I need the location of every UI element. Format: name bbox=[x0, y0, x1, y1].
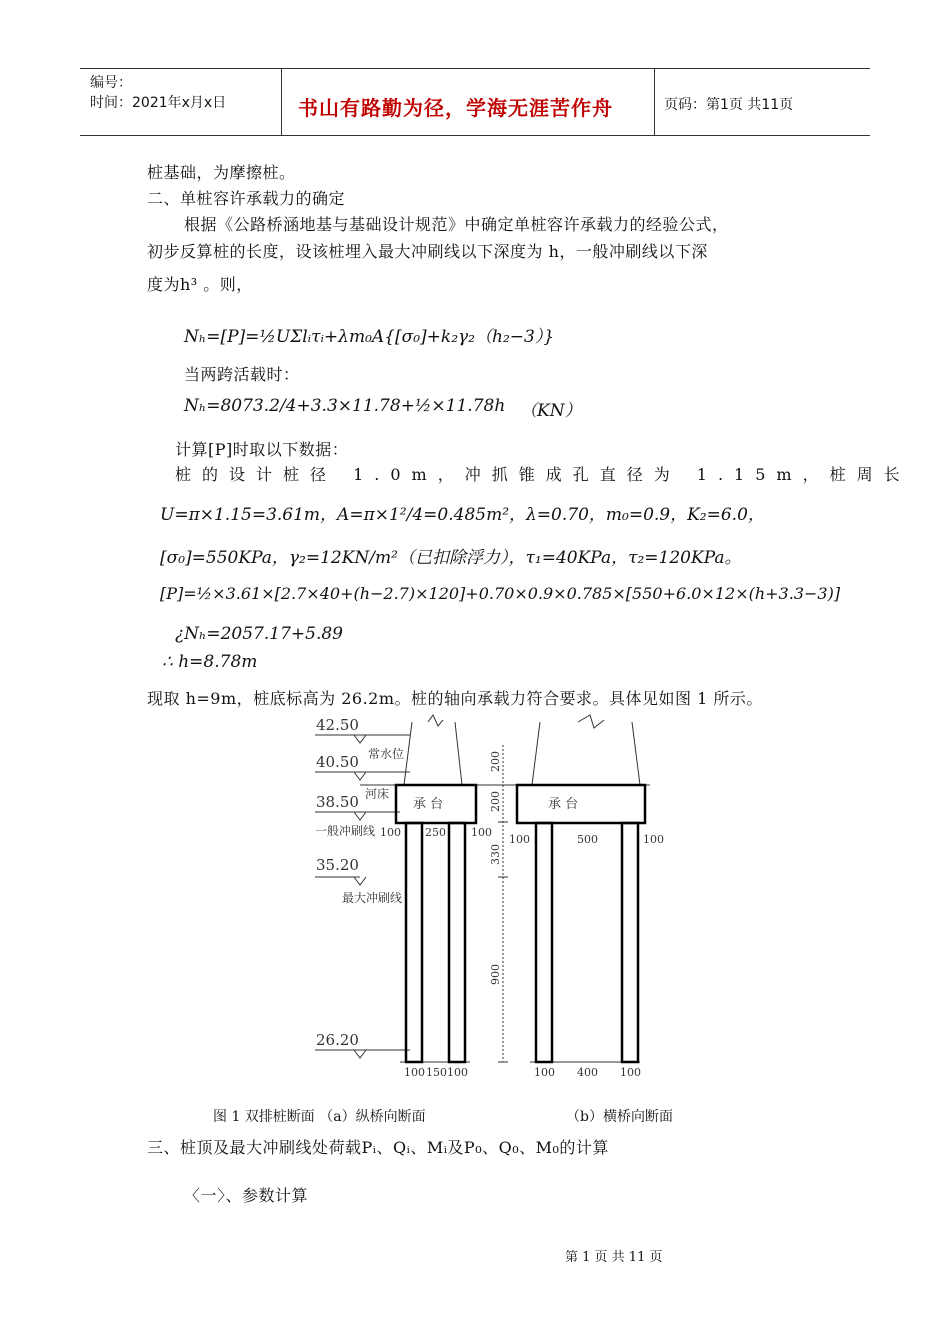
section3-title: 三、桩顶及最大冲刷线处荷载Pᵢ、Qᵢ、Mᵢ及P₀、Q₀、M₀的计算 bbox=[147, 1138, 609, 1157]
dim-a-top-left: 100 bbox=[380, 826, 401, 839]
para1-line1: 根据《公路桥涵地基与基础设计规范》中确定单桩容许承载力的经验公式， bbox=[184, 215, 729, 234]
formula-3: [P]=½×3.61×[2.7×40+(h−2.7)×120]+0.70×0.9×0.785×[550+6.0×12×(h+3.3−3)] bbox=[160, 584, 841, 603]
label-riverbed: 河床 bbox=[365, 787, 390, 801]
label-max-scour: 最大冲刷线 bbox=[342, 891, 403, 905]
elev-26-20: 26.20 bbox=[316, 1031, 359, 1049]
dim-b-top-mid: 500 bbox=[577, 833, 598, 846]
formula-2-unit: （KN） bbox=[520, 401, 582, 421]
dim-vertical-200-lower: 200 bbox=[489, 791, 502, 812]
dim-vertical-330: 330 bbox=[489, 844, 502, 865]
formula-4: ¿Nₕ=2057.17+5.89 bbox=[175, 624, 343, 644]
cap-label-b: 承 台 bbox=[548, 797, 579, 812]
dim-vertical-900: 900 bbox=[489, 964, 502, 985]
label-normal-water: 常水位 bbox=[368, 747, 405, 761]
header-motto: 书山有路勤为径，学海无涯苦作舟 bbox=[298, 96, 613, 120]
formula-2: Nₕ=8073.2/4+3.3×11.78+½×11.78h bbox=[184, 396, 506, 416]
dim-a-top-right: 100 bbox=[471, 826, 492, 839]
elev-38-50: 38.50 bbox=[316, 793, 359, 811]
dim-b-top-left: 100 bbox=[509, 833, 530, 846]
header-divider-right bbox=[654, 68, 655, 136]
figure-caption-b: （b）横桥向断面 bbox=[566, 1109, 673, 1125]
elev-35-20: 35.20 bbox=[316, 856, 359, 874]
dim-a-bottom-left: 100 bbox=[404, 1066, 425, 1079]
subsection-1: 〈一〉、参数计算 bbox=[184, 1186, 309, 1205]
label-general-scour: 一般冲刷线 bbox=[315, 824, 376, 838]
header-time-label: 时间：2021年x月x日 bbox=[90, 95, 227, 111]
header-top-rule bbox=[80, 68, 870, 69]
params-line1: 桩的设计桩径 1.0m，冲抓锥成孔直径为 1.15m，桩周长 bbox=[175, 465, 911, 484]
calc-intro: 计算[P]时取以下数据： bbox=[175, 440, 349, 459]
header-number-label: 编号： bbox=[90, 75, 132, 91]
footer-page-number: 第 1 页 共 11 页 bbox=[565, 1250, 663, 1265]
elev-40-50: 40.50 bbox=[316, 753, 359, 771]
params-line2: U=π×1.15=3.61m，A=π×1²/4=0.485m²，λ=0.70，m₀=0.9，K₂=6.0， bbox=[160, 505, 765, 525]
dim-b-bottom-right: 100 bbox=[620, 1066, 641, 1079]
when-two-spans-label: 当两跨活载时： bbox=[184, 365, 300, 384]
formula-1: Nₕ=[P]=½UΣlᵢτᵢ+λm₀A{[σ₀]+k₂γ₂（h₂−3）} bbox=[184, 327, 555, 347]
cap-label-a: 承 台 bbox=[413, 797, 444, 812]
formula-5: ∴ h=8.78m bbox=[162, 652, 258, 672]
dim-a-top-mid: 250 bbox=[425, 826, 446, 839]
header-divider-left bbox=[281, 68, 282, 136]
header-bottom-rule bbox=[80, 135, 870, 136]
dim-b-top-right: 100 bbox=[643, 833, 664, 846]
dim-a-bottom-right: 100 bbox=[447, 1066, 468, 1079]
dim-b-bottom-mid: 400 bbox=[577, 1066, 598, 1079]
header-page-label: 页码：第1页 共11页 bbox=[664, 97, 794, 113]
para1-line3: 度为h³ 。则， bbox=[147, 275, 253, 294]
dim-vertical-200-upper: 200 bbox=[489, 751, 502, 772]
body-line1: 桩基础，为摩擦桩。 bbox=[147, 163, 296, 182]
section2-title: 二、单桩容许承载力的确定 bbox=[147, 189, 346, 208]
para1-line2: 初步反算桩的长度，设该桩埋入最大冲刷线以下深度为 h，一般冲刷线以下深 bbox=[147, 242, 708, 261]
params-line3: [σ₀]=550KPa，γ₂=12KN/m²（已扣除浮力），τ₁=40KPa，τ₂=120KPa。 bbox=[160, 548, 742, 568]
figure-caption-a: 图 1 双排桩断面 （a）纵桥向断面 bbox=[213, 1109, 426, 1125]
elev-42-50: 42.50 bbox=[316, 716, 359, 734]
dim-a-bottom-mid: 150 bbox=[426, 1066, 447, 1079]
dim-b-bottom-left: 100 bbox=[534, 1066, 555, 1079]
result-line: 现取 h=9m，桩底标高为 26.2m。桩的轴向承载力符合要求。具体见如图 1 所示。 bbox=[147, 689, 763, 708]
